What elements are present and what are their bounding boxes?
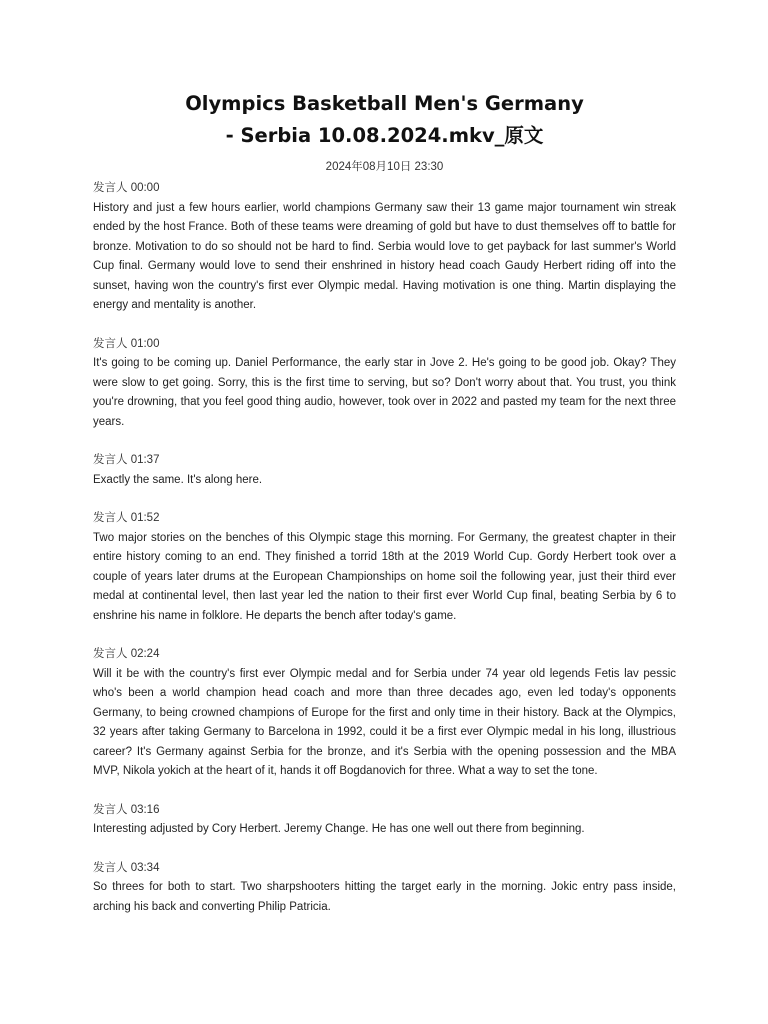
title-line-2: - Serbia 10.08.2024.mkv_原文 [225,124,544,147]
transcript-entry [93,645,676,782]
transcript-entry [93,801,676,840]
transcript-text: It's going to be coming up. Daniel Performance, the early star in Jove 2. He's going to be good job. Okay? They were slow to get going. Sorry, this is the first time to serving, but so? Don't worry about that. You trust, you think you're drowning, that you feel good thing audio, however, took over in 2022 and pasted my team for the next three years. [93,357,676,428]
document-date: 2024年08月10日 23:30 [325,161,444,173]
transcript-entries [93,179,676,917]
speaker-timestamp: 发言人 01:37 [93,454,160,466]
speaker-timestamp: 发言人 02:24 [93,648,160,660]
transcript-text: History and just a few hours earlier, world champions Germany saw their 13 game major tournament win streak ended by the host France. Both of these teams were dreaming of gold but have to dust themselves off to battle for bronze. Motivation to do so should not be hard to find. Serbia would love to get payback for last summer's World Cup final. Germany would love to send their enshrined in history head coach Gaudy Herbert riding off into the sunset, having won the country's first ever Olympic medal. Having motivation is one thing. Martin displaying the energy and mentality is another. [93,201,676,311]
transcript-entry [93,451,676,490]
transcript-text: So threes for both to start. Two sharpshooters hitting the target early in the morning. Jokic entry pass inside, arching his back and converting Philip Patricia. [93,881,676,913]
document-title [93,88,676,152]
speaker-timestamp: 发言人 03:34 [93,861,160,874]
transcript-text: Will it be with the country's first ever Olympic medal and for Serbia under 74 year old legends Fetis lav pessic who's been a world champion head coach and more than three decades ago, even led today's opponents Germany, to being crowned champions of Europe for the first and only time in their history. Back at the Olympics, 32 years after taking Germany to Barcelona in 1992, could it be a first ever Olympic medal in his long, illustrious career? It's Germany against Serbia for the bronze, and it's Serbia with the opening possession and the MBA MVP, Nikola yokich at the heart of it, hands it off Bogdanovich for three. What a way to set the tone. [93,667,676,777]
transcript-entry [93,335,676,433]
title-line-1: Olympics Basketball Men's Germany [185,92,584,115]
transcript-text: Two major stories on the benches of this Olympic stage this morning. For Germany, the greatest chapter in their entire history coming to an end. They finished a torrid 18th at the 2019 World Cup. Gordy Herbert took over a couple of years later drums at the European Championships on home soil the following year, just their third ever medal at continental level, then last year led the nation to their first ever World Cup final, beating Serbia by 6 to enshrine his name in folklore. He departs the bench after today's game. [93,531,676,622]
speaker-timestamp: 发言人 03:16 [93,803,160,816]
transcript-text: Interesting adjusted by Cory Herbert. Jeremy Change. He has one well out there from beginning. [93,823,585,835]
transcript-entry [93,859,676,918]
speaker-timestamp: 发言人 01:00 [93,337,160,350]
speaker-timestamp: 发言人 01:52 [93,512,160,524]
transcript-entry [93,509,676,626]
speaker-timestamp: 发言人 00:00 [93,182,160,194]
transcript-entry [93,179,676,316]
transcript-text: Exactly the same. It's along here. [93,473,263,486]
